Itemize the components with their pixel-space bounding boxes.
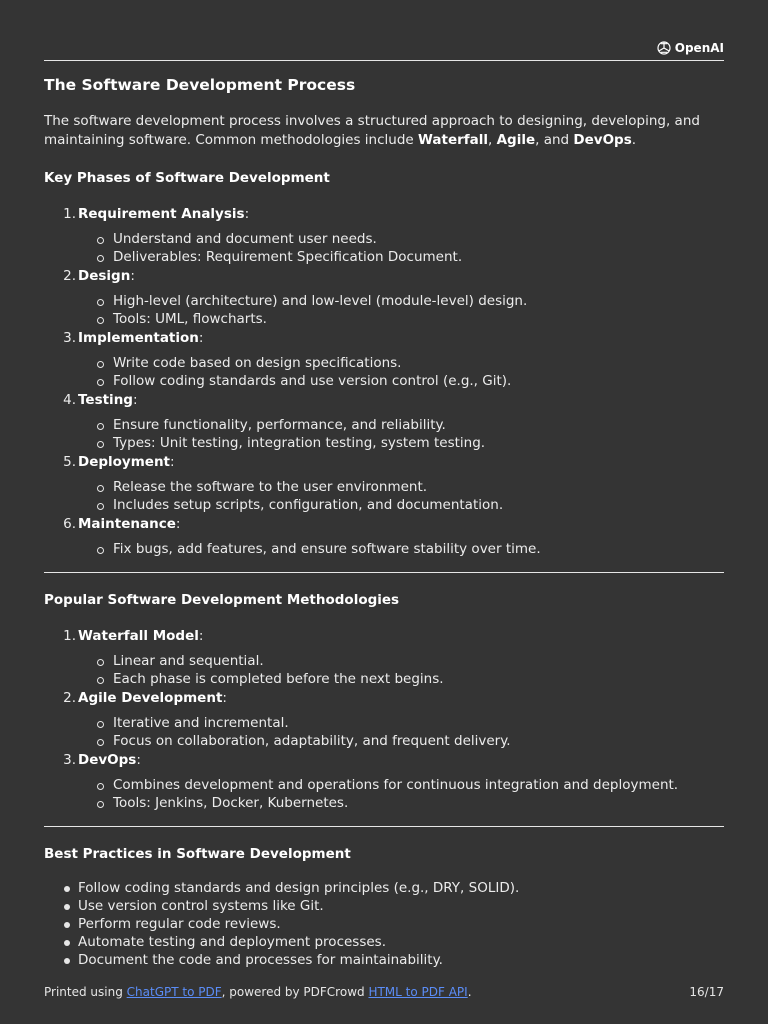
footer	[44, 985, 724, 999]
list-item: Testing:	[78, 392, 138, 408]
list-item: Deployment:	[78, 454, 175, 470]
openai-icon	[656, 40, 672, 56]
list-item: Implementation:	[78, 330, 204, 346]
item-label: Agile Development	[78, 690, 223, 706]
circle-bullet-icon	[97, 721, 104, 728]
item-number: 3.	[63, 330, 76, 346]
page-title: The Software Development Process	[44, 76, 356, 94]
footer-suffix: .	[467, 985, 472, 999]
item-number: 2.	[63, 268, 76, 284]
page-number: 16/17	[689, 985, 724, 999]
circle-bullet-icon	[97, 361, 104, 368]
sub-list-item: Each phase is completed before the next begins.	[113, 671, 444, 687]
sub-list-item: Types: Unit testing, integration testing, system testing.	[113, 435, 486, 451]
list-item: Maintenance:	[78, 516, 181, 532]
sub-list-item: Includes setup scripts, configuration, and documentation.	[113, 497, 504, 513]
sub-list-item: Write code based on design specifications.	[113, 355, 402, 371]
circle-bullet-icon	[97, 677, 104, 684]
best-practice-item: Perform regular code reviews.	[78, 916, 281, 932]
sub-list-item: Tools: Jenkins, Docker, Kubernetes.	[113, 795, 349, 811]
circle-bullet-icon	[97, 255, 104, 262]
circle-bullet-icon	[97, 739, 104, 746]
best-practice-item: Document the code and processes for maintainability.	[78, 952, 443, 968]
item-label: Deployment	[78, 454, 171, 470]
item-number: 1.	[63, 206, 76, 222]
best-practices-heading: Best Practices in Software Development	[44, 846, 351, 862]
sub-list-item: Follow coding standards and use version control (e.g., Git).	[113, 373, 512, 389]
sub-list-item: High-level (architecture) and low-level (module-level) design.	[113, 293, 528, 309]
sub-list-item: Tools: UML, flowcharts.	[113, 311, 267, 327]
item-label: Design	[78, 268, 131, 284]
html-to-pdf-api-link[interactable]: HTML to PDF API	[368, 985, 468, 999]
header-divider	[44, 60, 724, 61]
circle-bullet-icon	[97, 423, 104, 430]
footer-middle: , powered by PDFCrowd	[221, 985, 369, 999]
circle-bullet-icon	[97, 547, 104, 554]
section-divider	[44, 826, 724, 827]
item-number: 4.	[63, 392, 76, 408]
list-item: Waterfall Model:	[78, 628, 204, 644]
sub-list-item: Deliverables: Requirement Specification Document.	[113, 249, 463, 265]
item-number: 2.	[63, 690, 76, 706]
item-label: Implementation	[78, 330, 199, 346]
circle-bullet-icon	[97, 503, 104, 510]
sub-list-item: Fix bugs, add features, and ensure software stability over time.	[113, 541, 541, 557]
list-item: Agile Development:	[78, 690, 227, 706]
item-number: 6.	[63, 516, 76, 532]
circle-bullet-icon	[97, 441, 104, 448]
best-practice-item: Automate testing and deployment processes.	[78, 934, 386, 950]
item-label: Maintenance	[78, 516, 176, 532]
best-practice-item: Follow coding standards and design principles (e.g., DRY, SOLID).	[78, 880, 520, 896]
item-label: Requirement Analysis	[78, 206, 245, 222]
bullet-icon	[64, 904, 70, 910]
sub-list-item: Linear and sequential.	[113, 653, 264, 669]
bullet-icon	[64, 922, 70, 928]
bullet-icon	[64, 958, 70, 964]
bullet-icon	[64, 940, 70, 946]
list-item: DevOps:	[78, 752, 141, 768]
item-number: 1.	[63, 628, 76, 644]
sub-list-item: Iterative and incremental.	[113, 715, 289, 731]
list-item: Design:	[78, 268, 135, 284]
sub-list-item: Ensure functionality, performance, and reliability.	[113, 417, 446, 433]
item-number: 5.	[63, 454, 76, 470]
intro-paragraph: The software development process involves a structured approach to designing, developing, and maintaining software. Common methodologies include Waterfall, Agile, and DevOps.	[44, 113, 700, 148]
brand-name: OpenAI	[674, 41, 724, 55]
circle-bullet-icon	[97, 485, 104, 492]
bullet-icon	[64, 886, 70, 892]
item-label: DevOps	[78, 752, 137, 768]
phases-heading: Key Phases of Software Development	[44, 170, 330, 186]
circle-bullet-icon	[97, 237, 104, 244]
circle-bullet-icon	[97, 379, 104, 386]
sub-list-item: Release the software to the user environment.	[113, 479, 428, 495]
section-divider	[44, 572, 724, 573]
item-label: Waterfall Model	[78, 628, 199, 644]
circle-bullet-icon	[97, 783, 104, 790]
circle-bullet-icon	[97, 659, 104, 666]
item-label: Testing	[78, 392, 133, 408]
chatgpt-to-pdf-link[interactable]: ChatGPT to PDF	[126, 985, 222, 999]
sub-list-item: Understand and document user needs.	[113, 231, 377, 247]
openai-logo	[656, 40, 724, 56]
sub-list-item: Focus on collaboration, adaptability, and frequent delivery.	[113, 733, 511, 749]
item-number: 3.	[63, 752, 76, 768]
circle-bullet-icon	[97, 801, 104, 808]
list-item: Requirement Analysis:	[78, 206, 250, 222]
methods-heading: Popular Software Development Methodologies	[44, 592, 400, 608]
sub-list-item: Combines development and operations for continuous integration and deployment.	[113, 777, 679, 793]
circle-bullet-icon	[97, 317, 104, 324]
best-practice-item: Use version control systems like Git.	[78, 898, 324, 914]
circle-bullet-icon	[97, 299, 104, 306]
footer-prefix: Printed using	[44, 985, 127, 999]
